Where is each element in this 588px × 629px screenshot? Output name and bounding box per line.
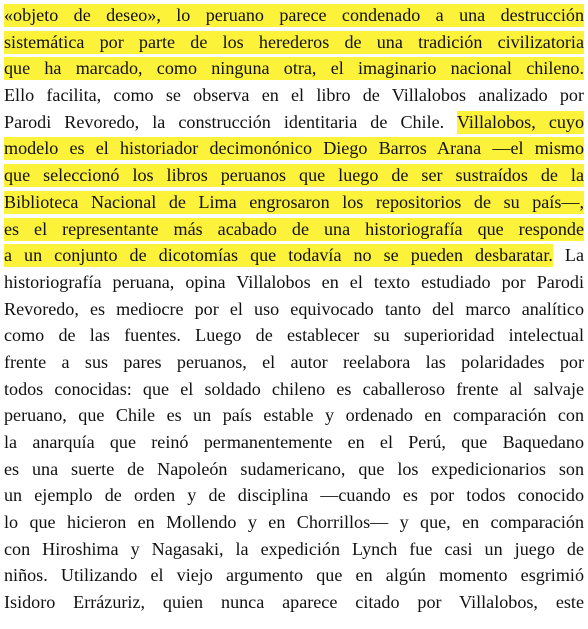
- text-line: [4, 269, 584, 296]
- highlighted-text: es el representante más acabado de una historiografía que responde: [4, 218, 584, 239]
- text-line: [4, 562, 584, 589]
- body-text: La: [552, 245, 585, 266]
- text-line: [4, 429, 584, 456]
- body-text: la anarquía que reinó permanentemente en el Perú, que Baquedano: [4, 432, 584, 452]
- text-line: [4, 162, 584, 189]
- text-line: [4, 29, 584, 56]
- body-text: lo que hicieron en Mollendo y en Chorrillos— y que, en comparación: [4, 512, 584, 533]
- text-line: [4, 456, 584, 483]
- body-text: con Hiroshima y Nagasaki, la expedición Lynch fue casi un juego de: [4, 538, 584, 559]
- text-line: [4, 242, 584, 269]
- highlighted-text: a un conjunto de dicotomías que todavía no se pueden desbaratar.: [4, 245, 553, 266]
- document-page: [4, 2, 584, 616]
- body-text: como de las fuentes. Luego de establecer su superioridad intelectual: [4, 325, 584, 346]
- text-line: [4, 402, 584, 429]
- text-line: [4, 2, 584, 29]
- highlighted-text: modelo es el historiador decimonónico Diego Barros Arana —el mismo: [4, 138, 584, 159]
- highlighted-text: Villalobos, cuyo: [456, 111, 584, 132]
- highlighted-text: que seleccionó los libros peruanos que luego de ser sustraídos de la: [4, 165, 584, 186]
- body-text: frente a sus pares peruanos, el autor reelabora las polaridades por: [4, 351, 584, 372]
- highlighted-text: Biblioteca Nacional de Lima engrosaron los repositorios de su país—,: [4, 191, 584, 212]
- text-line: [4, 55, 584, 82]
- body-text: peruano, que Chile es un país estable y ordenado en comparación con: [4, 405, 584, 426]
- text-line: [4, 296, 584, 323]
- highlighted-text: «objeto de deseo», lo peruano parece condenado a una destrucción: [4, 5, 584, 25]
- text-line: [4, 536, 584, 563]
- body-text: Revoredo, es mediocre por el uso equivocado tanto del marco analítico: [4, 298, 584, 319]
- highlighted-text: que ha marcado, como ninguna otra, el imaginario nacional chileno.: [4, 58, 584, 79]
- text-line: [4, 322, 584, 349]
- body-text: Parodi Revoredo, la construcción identitaria de Chile.: [4, 111, 457, 132]
- text-line: [4, 109, 584, 136]
- text-line: [4, 189, 584, 216]
- text-line: [4, 216, 584, 243]
- body-text: un ejemplo de orden y de disciplina —cuando es por todos conocido: [4, 485, 584, 506]
- text-line: [4, 589, 584, 616]
- body-text: Isidoro Errázuriz, quien nunca aparece citado por Villalobos, este: [4, 592, 584, 613]
- highlighted-text: sistemática por parte de los herederos de una tradición civilizatoria: [4, 31, 584, 52]
- body-text: niños. Utilizando el viejo argumento que en algún momento esgrimió: [4, 565, 584, 586]
- body-text: historiografía peruana, opina Villalobos en el texto estudiado por Parodi: [4, 271, 584, 292]
- text-line: [4, 349, 584, 376]
- text-line: [4, 509, 584, 536]
- text-line: [4, 135, 584, 162]
- text-line: [4, 482, 584, 509]
- text-line: [4, 82, 584, 109]
- body-text: todos conocidas: que el soldado chileno es caballeroso frente al salvaje: [4, 378, 584, 399]
- body-text: es una suerte de Napoleón sudamericano, que los expedicionarios son: [4, 458, 584, 479]
- text-line: [4, 376, 584, 403]
- body-text: Ello facilita, como se observa en el libro de Villalobos analizado por: [4, 85, 584, 106]
